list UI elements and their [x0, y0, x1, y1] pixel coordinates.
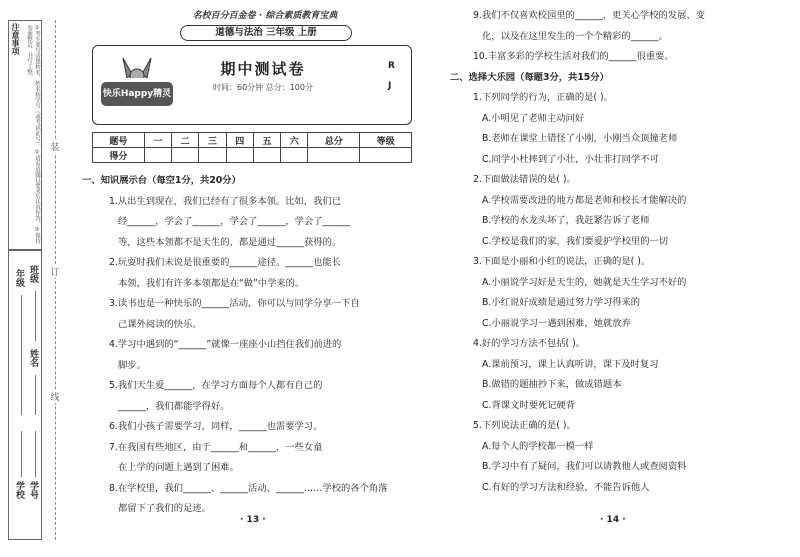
school-field[interactable] — [21, 431, 22, 477]
score-cell[interactable] — [199, 148, 226, 163]
mc2-option-b[interactable]: B.学校的水龙头坏了，我赶紧告诉了老师 — [482, 215, 650, 226]
rabbit-ears-icon — [119, 56, 155, 78]
cut-line — [55, 20, 56, 540]
score-table-header-row — [93, 133, 412, 148]
q3-line-1: 3.读书也是一种快乐的______活动，你可以与同学分享一下自 — [109, 298, 360, 309]
q2-line-1: 2.玩耍时我们未说是很重要的______途径。______也能长 — [109, 257, 341, 268]
section2-title: 二、选择大乐园（每题3分，共15分） — [450, 71, 609, 83]
grade-label: 年级 — [14, 269, 24, 287]
mc5-question: 5.下列说法正确的是( )。 — [473, 420, 576, 431]
student-id-field[interactable] — [35, 431, 36, 477]
page-number-left: · 13 · — [240, 515, 266, 525]
mc1-option-a[interactable]: A.小明见了老师主动问好 — [482, 112, 585, 124]
score-header-cell: 五 — [253, 133, 280, 148]
left-column — [82, 171, 422, 520]
class-label: 班级 — [28, 265, 38, 283]
score-header-cell: 四 — [226, 133, 253, 148]
mc1-option-b[interactable]: B.老师在课堂上错怪了小刚，小刚当众顶撞老师 — [482, 133, 678, 144]
score-cell[interactable] — [360, 148, 412, 163]
score-header-cell: 三 — [199, 133, 226, 148]
edition-mark-r: R — [388, 61, 395, 71]
q5-line-2: ______，我们都能学得好。 — [118, 400, 230, 412]
q3-line-2: 己课外阅读的快乐。 — [118, 318, 202, 330]
score-header-cell: 总分 — [308, 133, 360, 148]
q2-line-2: 本领，我们有许多本领都是在“做”中学来的。 — [118, 277, 305, 289]
q1-line-1: 1.从出生到现在，我们已经有了很多本领。比如，我们已 — [109, 195, 341, 207]
header-box — [92, 45, 412, 125]
mc3-option-a[interactable]: A.小丽说学习好是天生的，她就是天生学习不好的 — [482, 276, 687, 288]
score-cell[interactable] — [172, 148, 199, 163]
score-header-cell: 题号 — [93, 133, 145, 148]
q1-line-2: 经______，学会了______，学会了______，学会了______ — [118, 216, 351, 227]
score-cell[interactable] — [281, 148, 308, 163]
cut-mark-3: 线 — [48, 390, 62, 403]
score-header-cell: 一 — [144, 133, 171, 148]
score-row-label: 得分 — [93, 148, 145, 163]
mc4-question: 4.好的学习方法不包括( )。 — [473, 338, 586, 349]
score-table — [92, 132, 412, 163]
happy-elf-logo — [101, 56, 173, 110]
edition-mark-j: J — [388, 81, 392, 91]
q4-line-1: 4.学习中遇到的“______”就像一座座小山挡住我们前进的 — [109, 339, 342, 350]
q10-line-1: 10.丰富多彩的学校生活对我们的______很重要。 — [473, 51, 674, 62]
mc3-option-b[interactable]: B.小红说好成绩是通过努力学习得来的 — [482, 297, 641, 308]
mc2-option-a[interactable]: A.学校需要改进的地方都是老师和校长才能解决的 — [482, 194, 687, 206]
score-cell[interactable] — [144, 148, 171, 163]
binding-strip — [0, 0, 62, 557]
q1-line-3: 等，这些本领都不是天生的，都是通过______获得的。 — [118, 236, 342, 248]
q5-line-1: 5.我们天生爱______，在学习方面每个人都有自己的 — [109, 380, 323, 391]
mc5-option-a[interactable]: A.每个人的学校都一模一样 — [482, 440, 594, 452]
q9-line-2: 化，以及在这里发生的一个个精彩的______。 — [482, 30, 668, 42]
mc5-option-b[interactable]: B.学习中有了疑问，我们可以请教他人或查阅资料 — [482, 461, 687, 472]
q9-line-1: 9.我们不仅喜欢校园里的______，更关心学校的发展、变 — [473, 10, 705, 21]
exam-meta: 时间：60分钟 总分：100分 — [213, 83, 313, 92]
cut-mark-2: 订 — [48, 265, 62, 278]
q7-line-2: 在上学的问题上遇到了困难。 — [118, 462, 239, 473]
q4-line-2: 脚步。 — [118, 359, 146, 371]
section1-title: 一、知识展示台（每空1分，共20分） — [82, 175, 241, 186]
q8-line-2: 都留下了我们的足迹。 — [118, 503, 211, 514]
mc2-option-c[interactable]: C.学校是我们的家，我们要爱护学校里的一切 — [482, 235, 669, 247]
subject-tag: 道德与法治 三年级 上册 — [180, 25, 352, 41]
name-label: 姓名 — [28, 349, 38, 367]
mc3-option-c[interactable]: C.小丽说学习一遇到困难，她就放弃 — [482, 317, 631, 329]
q8-line-1: 8.在学校里，我们______、______活动、______……学校的各个角落 — [109, 482, 388, 494]
series-banner: 名校百分百金卷 · 综合素质教育宝典 — [192, 11, 338, 21]
right-column — [450, 6, 788, 498]
notes-title: 注意事项 — [11, 23, 20, 55]
mc5-option-c[interactable]: C.有好的学习方法和经验，不能告诉他人 — [482, 481, 650, 493]
name-field[interactable] — [35, 375, 36, 415]
student-info-box — [8, 250, 42, 540]
q6-line-1: 6.我们小孩子需要学习，同样，______也需要学习。 — [109, 421, 323, 432]
mc4-option-b[interactable]: B.做错的题抽抄下来，做成错题本 — [482, 379, 622, 390]
logo-text: 快乐Happy精灵 — [101, 82, 173, 106]
mc4-option-a[interactable]: A.课前预习，课上认真听讲，课下及时复习 — [482, 358, 659, 370]
class-field[interactable] — [35, 291, 36, 341]
school-label: 学校 — [14, 481, 24, 499]
edition-marks — [388, 56, 400, 96]
score-header-cell: 六 — [281, 133, 308, 148]
mc1-option-c[interactable]: C.同学小杜摔到了小壮，小壮非打同学不可 — [482, 153, 659, 165]
mc2-question: 2.下面做法错误的是( )。 — [473, 174, 576, 185]
grade-field[interactable] — [21, 295, 22, 415]
cut-mark-1: 装 — [48, 140, 62, 153]
student-id-label: 学号 — [28, 481, 38, 499]
score-header-cell: 等级 — [360, 133, 412, 148]
score-cell[interactable] — [226, 148, 253, 163]
mc3-question: 3.下面是小丽和小红的说法，正确的是( )。 — [473, 256, 651, 267]
exam-title: 期中测试卷 — [220, 60, 306, 78]
mc1-question: 1.下列同学的行为，正确的是( )。 — [473, 92, 613, 103]
score-cell[interactable] — [308, 148, 360, 163]
notes-text: ①考生要写清楚校名、姓名和学号（或考试证号）。②请看清题目要求后认真作答。③保持卷面整洁，书写工整。 — [26, 25, 40, 244]
page-number-right: · 14 · — [600, 515, 626, 525]
score-cell[interactable] — [253, 148, 280, 163]
q7-line-1: 7.在我国有些地区，由于______和______，一些女童 — [109, 441, 323, 453]
score-header-cell: 二 — [172, 133, 199, 148]
notes-box — [8, 20, 42, 250]
score-table-score-row — [93, 148, 412, 163]
mc4-option-c[interactable]: C.背课文时要死记硬背 — [482, 399, 576, 411]
